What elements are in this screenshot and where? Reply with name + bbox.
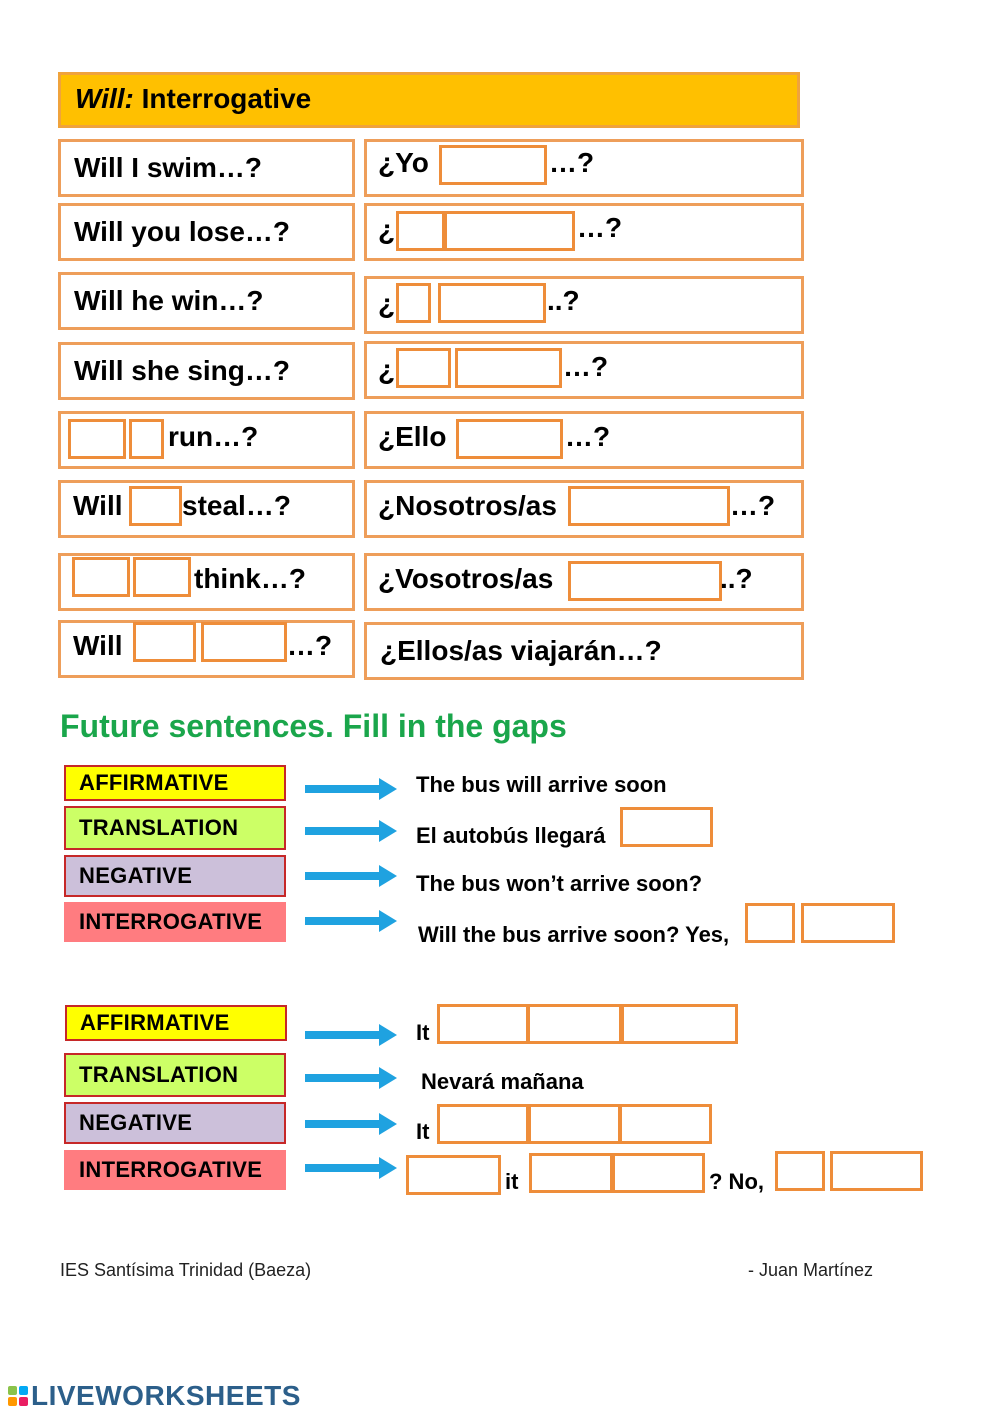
row-8-en-pre: Will [73, 630, 123, 661]
gap-input[interactable] [129, 486, 182, 526]
row-4-es-post: …? [563, 351, 609, 382]
gap-input[interactable] [133, 557, 191, 597]
row-2-es-post: …? [577, 212, 623, 243]
row-6-es-pre: ¿Nosotros/as [378, 490, 557, 521]
g1-interrogative-text: Will the bus arrive soon? Yes, [418, 922, 730, 947]
section-title: Future sentences. Fill in the gaps [60, 708, 567, 744]
gap-input[interactable] [68, 419, 126, 459]
row-4-english [58, 342, 355, 400]
gap-input[interactable] [396, 211, 445, 251]
logo-text: LIVEWORKSHEETS [31, 1380, 301, 1411]
row-2-es-pre: ¿ [378, 214, 396, 245]
arrow-icon [305, 1113, 397, 1135]
gap-input[interactable] [830, 1151, 923, 1191]
table-header [58, 72, 800, 128]
gap-input[interactable] [396, 283, 431, 323]
header-will: Will: [75, 83, 134, 114]
row-7-en-post: think…? [194, 563, 306, 594]
row-5-es-pre: ¿Ello [378, 421, 447, 452]
g1-translation-text: El autobús llegará [416, 823, 606, 848]
gap-input[interactable] [72, 557, 130, 597]
gap-input[interactable] [437, 1004, 529, 1044]
label-negative: NEGATIVE [64, 1102, 286, 1144]
gap-input[interactable] [406, 1155, 501, 1195]
gap-input[interactable] [456, 419, 563, 459]
gap-input[interactable] [568, 486, 730, 526]
g2-negative-text: It [416, 1119, 430, 1144]
row-3-es-pre: ¿ [378, 288, 396, 319]
label-negative: NEGATIVE [64, 855, 286, 897]
row-2-english [58, 203, 355, 261]
footer-school: IES Santísima Trinidad (Baeza) [60, 1260, 312, 1280]
gap-input[interactable] [568, 561, 722, 601]
gap-input[interactable] [129, 419, 164, 459]
header-title: Interrogative [141, 83, 312, 114]
row-8-spanish-text: ¿Ellos/as viajarán…? [380, 635, 662, 666]
row-6-en-post: steal…? [182, 490, 291, 521]
arrow-icon [305, 865, 397, 887]
gap-input[interactable] [527, 1004, 622, 1044]
gap-input[interactable] [529, 1153, 613, 1193]
row-5-en-post: run…? [168, 421, 259, 452]
row-1-es-pre: ¿Yo [378, 147, 429, 178]
g2-interrogative-no: ? No, [709, 1169, 764, 1194]
row-6-es-post: …? [730, 490, 776, 521]
gap-input[interactable] [620, 807, 713, 847]
row-3-es-post: ..? [547, 285, 580, 316]
gap-input[interactable] [619, 1104, 712, 1144]
gap-input[interactable] [612, 1153, 705, 1193]
row-8-spanish [364, 622, 804, 680]
gap-input[interactable] [133, 622, 196, 662]
gap-input[interactable] [801, 903, 895, 943]
gap-input[interactable] [437, 1104, 529, 1144]
gap-input[interactable] [745, 903, 795, 943]
gap-input[interactable] [621, 1004, 738, 1044]
g2-translation-text: Nevará mañana [421, 1069, 584, 1094]
gap-input[interactable] [438, 283, 546, 323]
gap-input[interactable] [528, 1104, 621, 1144]
label-translation: TRANSLATION [64, 806, 286, 850]
arrow-icon [305, 1024, 397, 1046]
gap-input[interactable] [396, 348, 451, 388]
gap-input[interactable] [775, 1151, 825, 1191]
gap-input[interactable] [444, 211, 575, 251]
gap-input[interactable] [439, 145, 547, 185]
g2-affirmative-text: It [416, 1020, 430, 1045]
label-interrogative: INTERROGATIVE [64, 902, 286, 942]
gap-input[interactable] [455, 348, 562, 388]
row-3-english [58, 272, 355, 330]
row-1-es-post: …? [549, 147, 595, 178]
row-1-english-text: Will I swim…? [74, 152, 262, 183]
row-7-es-post: ..? [720, 563, 753, 594]
row-7-es-pre: ¿Vosotros/as [378, 563, 554, 594]
row-3-english-text: Will he win…? [74, 285, 264, 316]
label-affirmative: AFFIRMATIVE [64, 765, 286, 801]
label-translation: TRANSLATION [64, 1053, 286, 1097]
label-interrogative: INTERROGATIVE [64, 1150, 286, 1190]
label-affirmative: AFFIRMATIVE [65, 1005, 287, 1041]
g2-interrogative-it: it [505, 1169, 519, 1194]
arrow-icon [305, 910, 397, 932]
arrow-icon [305, 1157, 397, 1179]
row-4-es-pre: ¿ [378, 354, 396, 385]
liveworksheets-logo [8, 1380, 301, 1412]
arrow-icon [305, 820, 397, 842]
g1-affirmative-text: The bus will arrive soon [416, 772, 667, 797]
row-1-english [58, 139, 355, 197]
row-2-english-text: Will you lose…? [74, 216, 290, 247]
g1-negative-text: The bus won’t arrive soon? [416, 871, 703, 896]
row-8-en-post: …? [287, 630, 333, 661]
row-6-en-pre: Will [73, 490, 123, 521]
arrow-icon [305, 778, 397, 800]
gap-input[interactable] [201, 622, 287, 662]
row-4-english-text: Will she sing…? [74, 355, 290, 386]
arrow-icon [305, 1067, 397, 1089]
footer-author: - Juan Martínez [748, 1260, 874, 1280]
row-5-es-post: …? [565, 421, 611, 452]
logo-grid-icon [8, 1386, 28, 1406]
